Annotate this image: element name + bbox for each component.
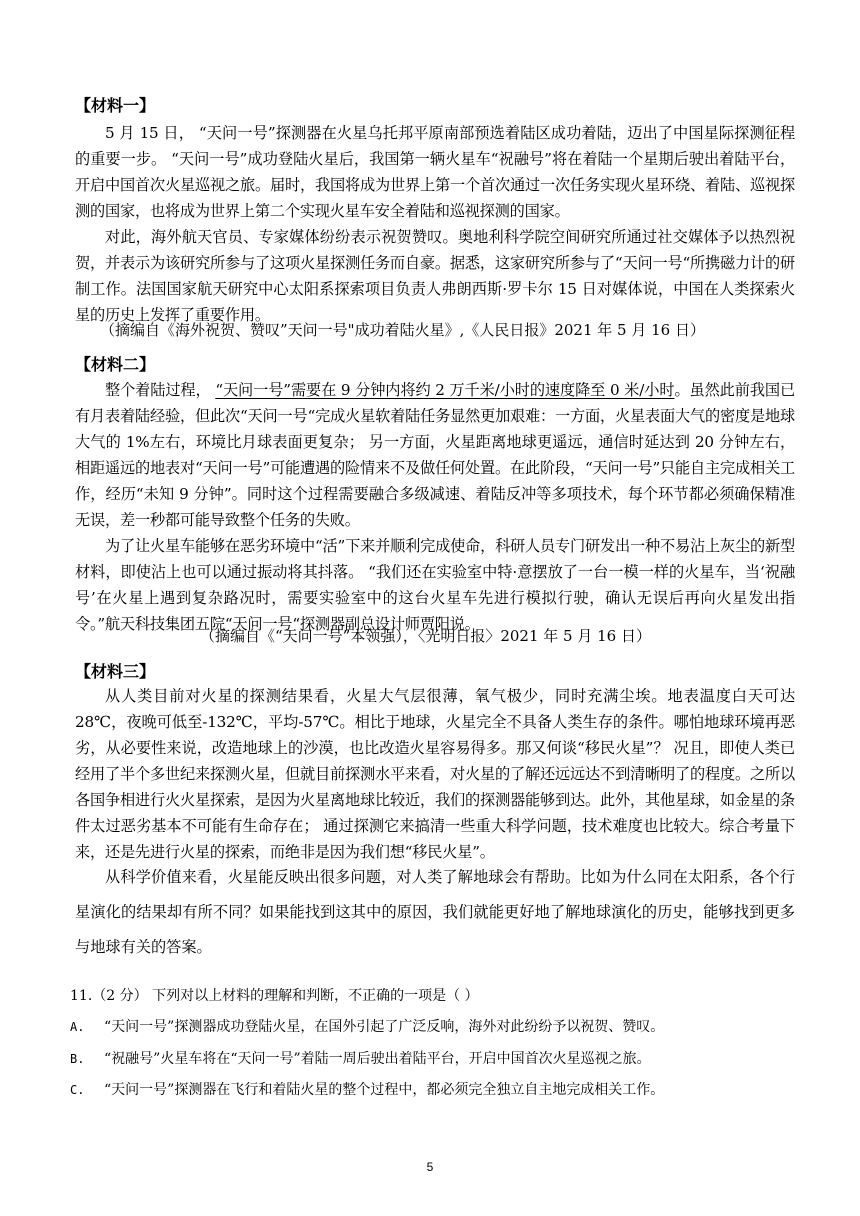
material-2-source: （摘编自《“天问一号”本领强），〈光明日报〉2021 年 5 月 16 日） bbox=[200, 627, 651, 645]
option-a bbox=[70, 1017, 664, 1037]
material-3-heading: 【材料三】 bbox=[75, 662, 156, 681]
material-3-paragraph-2: 从科学价值来看，火星能反映出很多问题，对人类了解地球会有帮助。比如为什么同在太阳系，各个行星演化的结果却有所不同？如果能找到这其中的原因，我们就能更好地了解地球演化的历史，能够找到更多与地球有关的答案。 bbox=[75, 868, 795, 956]
option-c-letter: C. bbox=[70, 1083, 85, 1097]
option-a-letter: A. bbox=[70, 1020, 85, 1034]
material-3-paragraph-1: 从人类目前对火星的探测结果看，火星大气层很薄，氧气极少，同时充满尘埃。地表温度白天可达 28℃，夜晚可低至-132℃，平均-57℃。相比于地球，火星完全不具备人类生存的条件。哪怕地球环境再恶劣，从必要性来说，改造地球上的沙漠，也比改造火星容易得多。那又何谈“移民火星”？ 况且，即使人类已经用了半个多世纪来探测火星，但就目前探测水平来看，对火星的了解还远远达不到清晰明了的程度。之所以各国争相进行火火星探索，是因为火星离地球比较近，我们的探测器能够到达。此外，其他星球，如金星的条件太过恶劣基本不可能有生命存在； 通过探测它来搞清一些重大科学问题，技术难度也比较大。综合考量下来，还是先进行火星的探索，而绝非是因为我们想“移民火星”。 bbox=[75, 687, 795, 861]
material-1-paragraph-2: 对此，海外航天官员、专家媒体纷纷表示祝贺赞叹。奥地利科学院空间研究所通过社交媒体予以热烈祝贺，并表示为该研究所参与了这项火星探测任务而自豪。据悉，这家研究所参与了“天问一号“所携磁力计的研制工作。法国国家航天研究中心太阳系探索项目负责人弗朗西斯·罗卡尔 15 日对媒体说，中国在人类探索火星的历史上发挥了重要作用。 bbox=[75, 228, 795, 324]
option-b-letter: B. bbox=[70, 1052, 85, 1066]
option-b bbox=[70, 1049, 651, 1069]
material-1-source: （摘编自《海外祝贺、赞叹”天问一号"成功着陆火星》,《人民日报》2021 年 5 月 16 日） bbox=[100, 321, 705, 339]
material-1-heading: 【材料一】 bbox=[75, 96, 156, 115]
page-number: 5 bbox=[426, 1160, 434, 1174]
option-c bbox=[70, 1080, 664, 1100]
option-a-text: “天问一号”探测器成功登陆火星，在国外引起了广泛反响，海外对此纷纷予以祝贺、赞叹。 bbox=[104, 1019, 665, 1035]
material-2-paragraph-2: 为了让火星车能够在恶劣环境中“活”下来并顺利完成使命，科研人员专门研发出一种不易沾上灰尘的新型材料，即使沾上也可以通过振动将其抖落。 “我们还在实验室中特·意摆放了一台一模一样的火星车，当‘祝融号’在火星上遇到复杂路况时，需要实验室中的这台火星车先进行模拟行驶，确认无误后再向火星发出指令。”航天科技集团五院“天问一号“探测器副总设计师贾阳说。 bbox=[75, 537, 795, 633]
material-2-rest: 。虽然此前我国已有月表着陆经验，但此次“天问一号“完成火星软着陆任务显然更加艰难：一方面，火星表面大气的密度是地球大气的 1%左右，环境比月球表面更复杂； 另一方面，火星距离地球更遥远，通信时延达到 20 分钟左右，相距遥远的地表对“天问一号”可能遭遇的险情来不及做任何处置。在此阶段，“天问一号”只能自主完成相关工作，经历“未知 9 分钟”。同时这个过程需要融合多级减速、着陆反冲等多项技术，每个环节都必须确保精准无误，差一秒都可能导致整个任务的失败。 bbox=[75, 381, 796, 529]
option-c-text: “天问一号”探测器在飞行和着陆火星的整个过程中，都必须完全独立自主地完成相关工作。 bbox=[104, 1082, 665, 1098]
material-2-underlined-sentence: “天问一号”需要在 9 分钟内将约 2 万千米/小时的速度降至 0 米/小时 bbox=[215, 381, 675, 399]
option-b-text: “祝融号”火星车将在“天问一号”着陆一周后驶出着陆平台，开启中国首次火星巡视之旅。 bbox=[104, 1051, 651, 1067]
material-2-lead: 整个着陆过程， bbox=[105, 381, 216, 399]
question-stem: 11.（2 分） 下列对以上材料的理解和判断，不正确的一项是（ ） bbox=[70, 988, 479, 1004]
material-1-paragraph-1: 5 月 15 日， “天问一号”探测器在火星乌托邦平原南部预选着陆区成功着陆，迈出了中国星际探测征程的重要一步。 “天问一号”成功登陆火星后，我国第一辆火星车“祝融号”将在着陆一个星期后驶出着陆平台，开启中国首次火星巡视之旅。届时，我国将成为世界上第一个首次通过一次任务实现火星环绕、着陆、巡视探测的国家，也将成为世界上第二个实现火星车安全着陆和巡视探测的国家。 bbox=[75, 124, 795, 220]
material-2-paragraph-1 bbox=[75, 377, 795, 533]
material-2-heading: 【材料二】 bbox=[75, 355, 156, 374]
